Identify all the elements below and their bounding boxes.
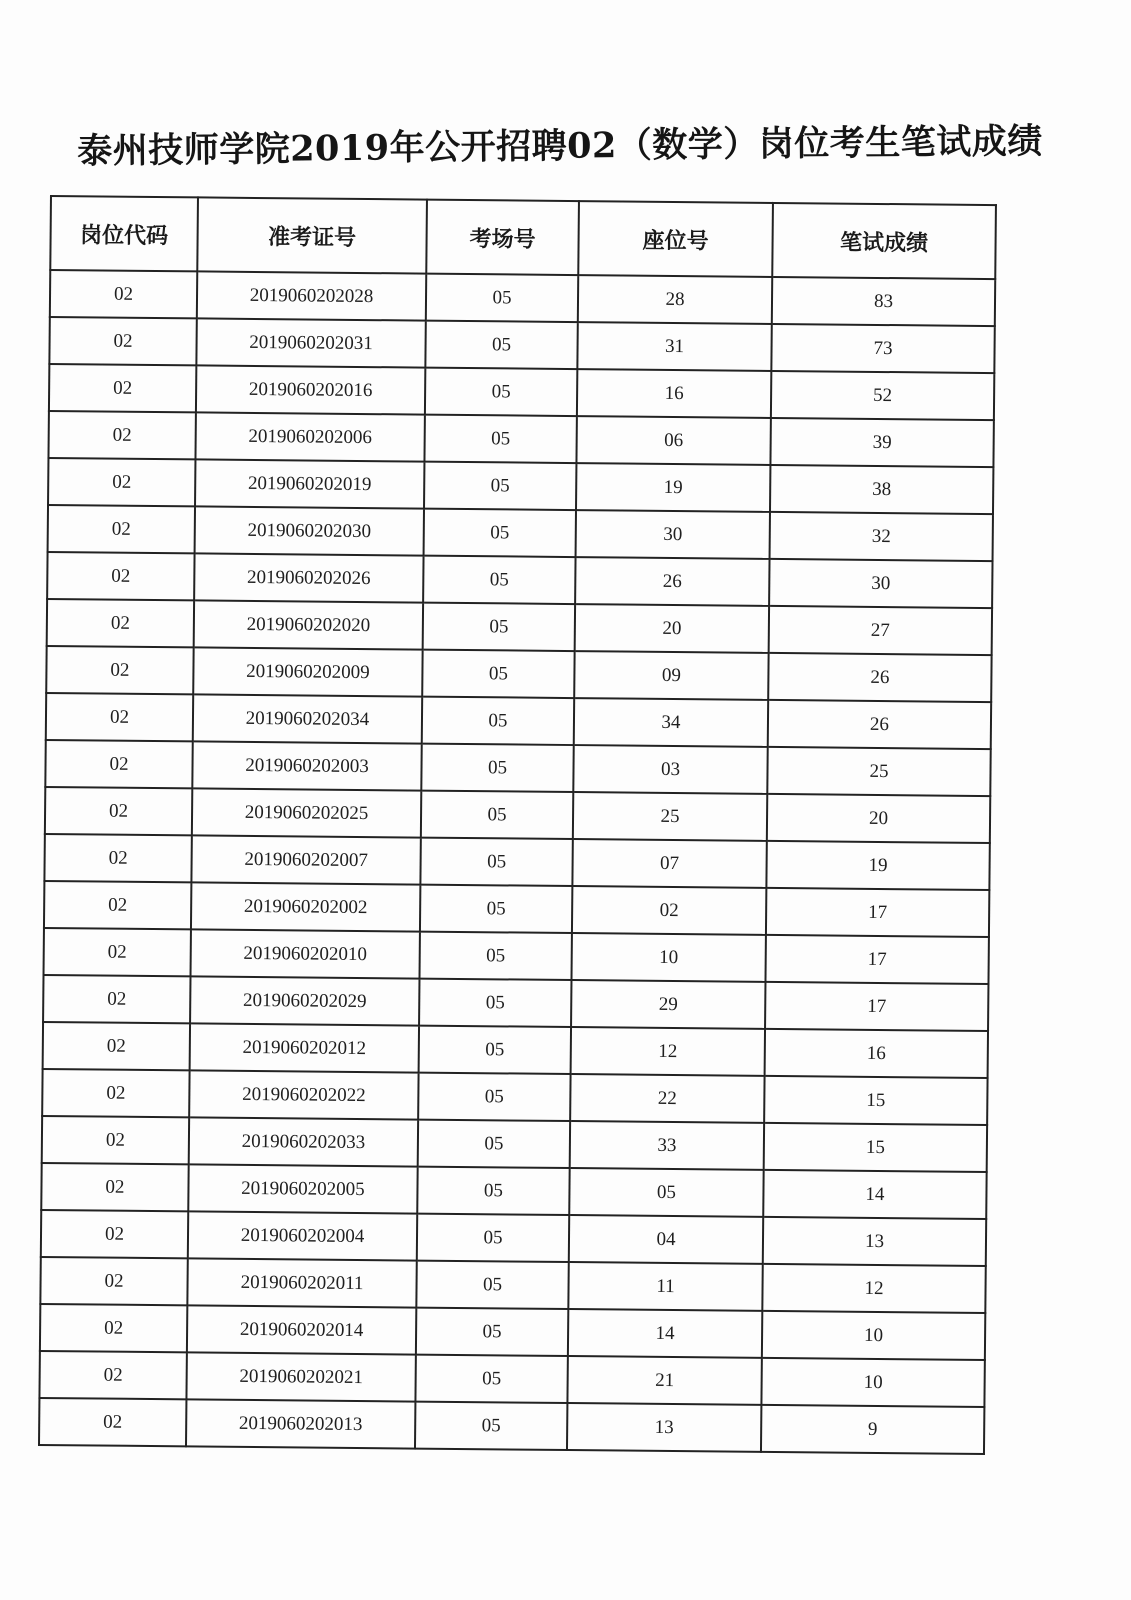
cell-seat-number: 28 xyxy=(578,275,772,324)
cell-exam-room: 05 xyxy=(421,791,573,839)
cell-exam-room: 05 xyxy=(415,1402,567,1450)
cell-position-code: 02 xyxy=(46,646,193,694)
header-exam-room: 考场号 xyxy=(426,200,579,275)
cell-position-code: 02 xyxy=(45,787,192,835)
cell-admission-number: 2019060202022 xyxy=(189,1070,418,1119)
cell-exam-room: 05 xyxy=(416,1308,568,1356)
cell-position-code: 02 xyxy=(43,1022,190,1070)
cell-position-code: 02 xyxy=(44,834,191,882)
cell-exam-room: 05 xyxy=(423,603,575,651)
cell-exam-room: 05 xyxy=(425,321,577,369)
cell-exam-room: 05 xyxy=(415,1355,567,1403)
cell-exam-room: 05 xyxy=(419,979,571,1027)
cell-exam-room: 05 xyxy=(418,1073,570,1121)
cell-seat-number: 12 xyxy=(571,1027,765,1076)
cell-exam-room: 05 xyxy=(419,1026,571,1074)
cell-exam-room: 05 xyxy=(420,885,572,933)
header-position-code: 岗位代码 xyxy=(50,196,198,271)
cell-exam-room: 05 xyxy=(416,1261,568,1309)
cell-position-code: 02 xyxy=(42,1116,189,1164)
cell-position-code: 02 xyxy=(48,411,195,459)
cell-position-code: 02 xyxy=(43,975,190,1023)
cell-seat-number: 21 xyxy=(567,1356,761,1405)
cell-admission-number: 2019060202009 xyxy=(193,647,422,696)
cell-admission-number: 2019060202002 xyxy=(191,882,420,931)
cell-seat-number: 20 xyxy=(575,604,769,653)
cell-admission-number: 2019060202021 xyxy=(186,1352,415,1401)
cell-written-score: 10 xyxy=(762,1311,985,1360)
cell-admission-number: 2019060202026 xyxy=(194,553,423,602)
cell-admission-number: 2019060202014 xyxy=(187,1305,416,1354)
cell-seat-number: 11 xyxy=(568,1262,762,1311)
cell-admission-number: 2019060202033 xyxy=(189,1117,418,1166)
scores-table xyxy=(38,195,997,1455)
cell-exam-room: 05 xyxy=(424,462,576,510)
cell-admission-number: 2019060202034 xyxy=(193,694,422,743)
cell-seat-number: 03 xyxy=(573,745,767,794)
cell-exam-room: 05 xyxy=(426,274,578,322)
page-title: 泰州技师学院2019年公开招聘02（数学）岗位考生笔试成绩 xyxy=(76,120,1043,172)
cell-exam-room: 05 xyxy=(417,1214,569,1262)
cell-written-score: 15 xyxy=(764,1123,987,1172)
cell-position-code: 02 xyxy=(47,552,194,600)
cell-seat-number: 14 xyxy=(568,1309,762,1358)
cell-position-code: 02 xyxy=(40,1304,187,1352)
cell-position-code: 02 xyxy=(48,458,195,506)
table-body xyxy=(39,270,995,1454)
cell-admission-number: 2019060202030 xyxy=(195,506,424,555)
cell-seat-number: 30 xyxy=(576,510,770,559)
cell-position-code: 02 xyxy=(44,881,191,929)
cell-written-score: 17 xyxy=(765,982,988,1031)
cell-seat-number: 10 xyxy=(571,933,765,982)
cell-seat-number: 04 xyxy=(569,1215,763,1264)
cell-position-code: 02 xyxy=(48,505,195,553)
header-row xyxy=(50,196,996,279)
cell-written-score: 13 xyxy=(763,1217,986,1266)
cell-seat-number: 22 xyxy=(570,1074,764,1123)
cell-admission-number: 2019060202012 xyxy=(190,1023,419,1072)
table-header xyxy=(50,196,996,279)
cell-seat-number: 25 xyxy=(573,792,767,841)
cell-position-code: 02 xyxy=(44,928,191,976)
cell-position-code: 02 xyxy=(41,1210,188,1258)
cell-seat-number: 07 xyxy=(572,839,766,888)
cell-written-score: 52 xyxy=(771,371,994,420)
cell-written-score: 16 xyxy=(765,1029,988,1078)
cell-written-score: 14 xyxy=(763,1170,986,1219)
cell-written-score: 12 xyxy=(762,1264,985,1313)
cell-exam-room: 05 xyxy=(421,744,573,792)
cell-admission-number: 2019060202003 xyxy=(192,741,421,790)
cell-seat-number: 05 xyxy=(569,1168,763,1217)
cell-admission-number: 2019060202006 xyxy=(195,412,424,461)
cell-admission-number: 2019060202005 xyxy=(188,1164,417,1213)
cell-position-code: 02 xyxy=(45,740,192,788)
cell-position-code: 02 xyxy=(50,270,197,318)
cell-written-score: 26 xyxy=(768,700,991,749)
cell-admission-number: 2019060202019 xyxy=(195,459,424,508)
cell-seat-number: 26 xyxy=(575,557,769,606)
cell-position-code: 02 xyxy=(41,1163,188,1211)
cell-seat-number: 34 xyxy=(574,698,768,747)
cell-position-code: 02 xyxy=(49,317,196,365)
cell-admission-number: 2019060202016 xyxy=(196,365,425,414)
cell-admission-number: 2019060202031 xyxy=(196,318,425,367)
cell-position-code: 02 xyxy=(39,1398,186,1446)
cell-exam-room: 05 xyxy=(418,1120,570,1168)
cell-written-score: 30 xyxy=(769,559,992,608)
cell-written-score: 10 xyxy=(761,1358,984,1407)
header-seat-number: 座位号 xyxy=(578,201,773,277)
cell-exam-room: 05 xyxy=(424,415,576,463)
cell-admission-number: 2019060202011 xyxy=(187,1258,416,1307)
cell-written-score: 27 xyxy=(769,606,992,655)
cell-seat-number: 29 xyxy=(571,980,765,1029)
cell-written-score: 20 xyxy=(767,794,990,843)
cell-written-score: 25 xyxy=(767,747,990,796)
cell-position-code: 02 xyxy=(42,1069,189,1117)
cell-seat-number: 33 xyxy=(570,1121,764,1170)
cell-admission-number: 2019060202007 xyxy=(191,835,420,884)
cell-position-code: 02 xyxy=(49,364,196,412)
cell-seat-number: 13 xyxy=(567,1403,761,1452)
header-admission-number: 准考证号 xyxy=(197,197,427,273)
cell-admission-number: 2019060202013 xyxy=(186,1399,415,1448)
cell-exam-room: 05 xyxy=(423,556,575,604)
cell-admission-number: 2019060202025 xyxy=(192,788,421,837)
cell-seat-number: 09 xyxy=(574,651,768,700)
cell-written-score: 9 xyxy=(761,1405,984,1454)
cell-exam-room: 05 xyxy=(420,838,572,886)
table-row xyxy=(39,1398,984,1454)
cell-seat-number: 06 xyxy=(576,416,770,465)
cell-exam-room: 05 xyxy=(422,650,574,698)
cell-exam-room: 05 xyxy=(417,1167,569,1215)
cell-written-score: 15 xyxy=(764,1076,987,1125)
cell-written-score: 26 xyxy=(768,653,991,702)
cell-admission-number: 2019060202028 xyxy=(197,271,426,320)
cell-written-score: 39 xyxy=(770,418,993,467)
cell-admission-number: 2019060202004 xyxy=(188,1211,417,1260)
cell-written-score: 73 xyxy=(771,324,994,373)
cell-written-score: 19 xyxy=(766,841,989,890)
cell-seat-number: 16 xyxy=(577,369,771,418)
cell-seat-number: 19 xyxy=(576,463,770,512)
cell-exam-room: 05 xyxy=(425,368,577,416)
cell-position-code: 02 xyxy=(47,599,194,647)
cell-written-score: 32 xyxy=(770,512,993,561)
cell-written-score: 17 xyxy=(765,935,988,984)
cell-exam-room: 05 xyxy=(422,697,574,745)
cell-admission-number: 2019060202020 xyxy=(194,600,423,649)
cell-seat-number: 02 xyxy=(572,886,766,935)
cell-admission-number: 2019060202010 xyxy=(191,929,420,978)
scores-table-container xyxy=(38,195,1010,1455)
cell-written-score: 38 xyxy=(770,465,993,514)
cell-seat-number: 31 xyxy=(577,322,771,371)
cell-written-score: 83 xyxy=(772,277,995,326)
cell-position-code: 02 xyxy=(46,693,193,741)
cell-admission-number: 2019060202029 xyxy=(190,976,419,1025)
cell-exam-room: 05 xyxy=(419,932,571,980)
header-written-score: 笔试成绩 xyxy=(772,203,996,279)
cell-exam-room: 05 xyxy=(424,509,576,557)
cell-position-code: 02 xyxy=(40,1257,187,1305)
cell-position-code: 02 xyxy=(39,1351,186,1399)
cell-written-score: 17 xyxy=(766,888,989,937)
